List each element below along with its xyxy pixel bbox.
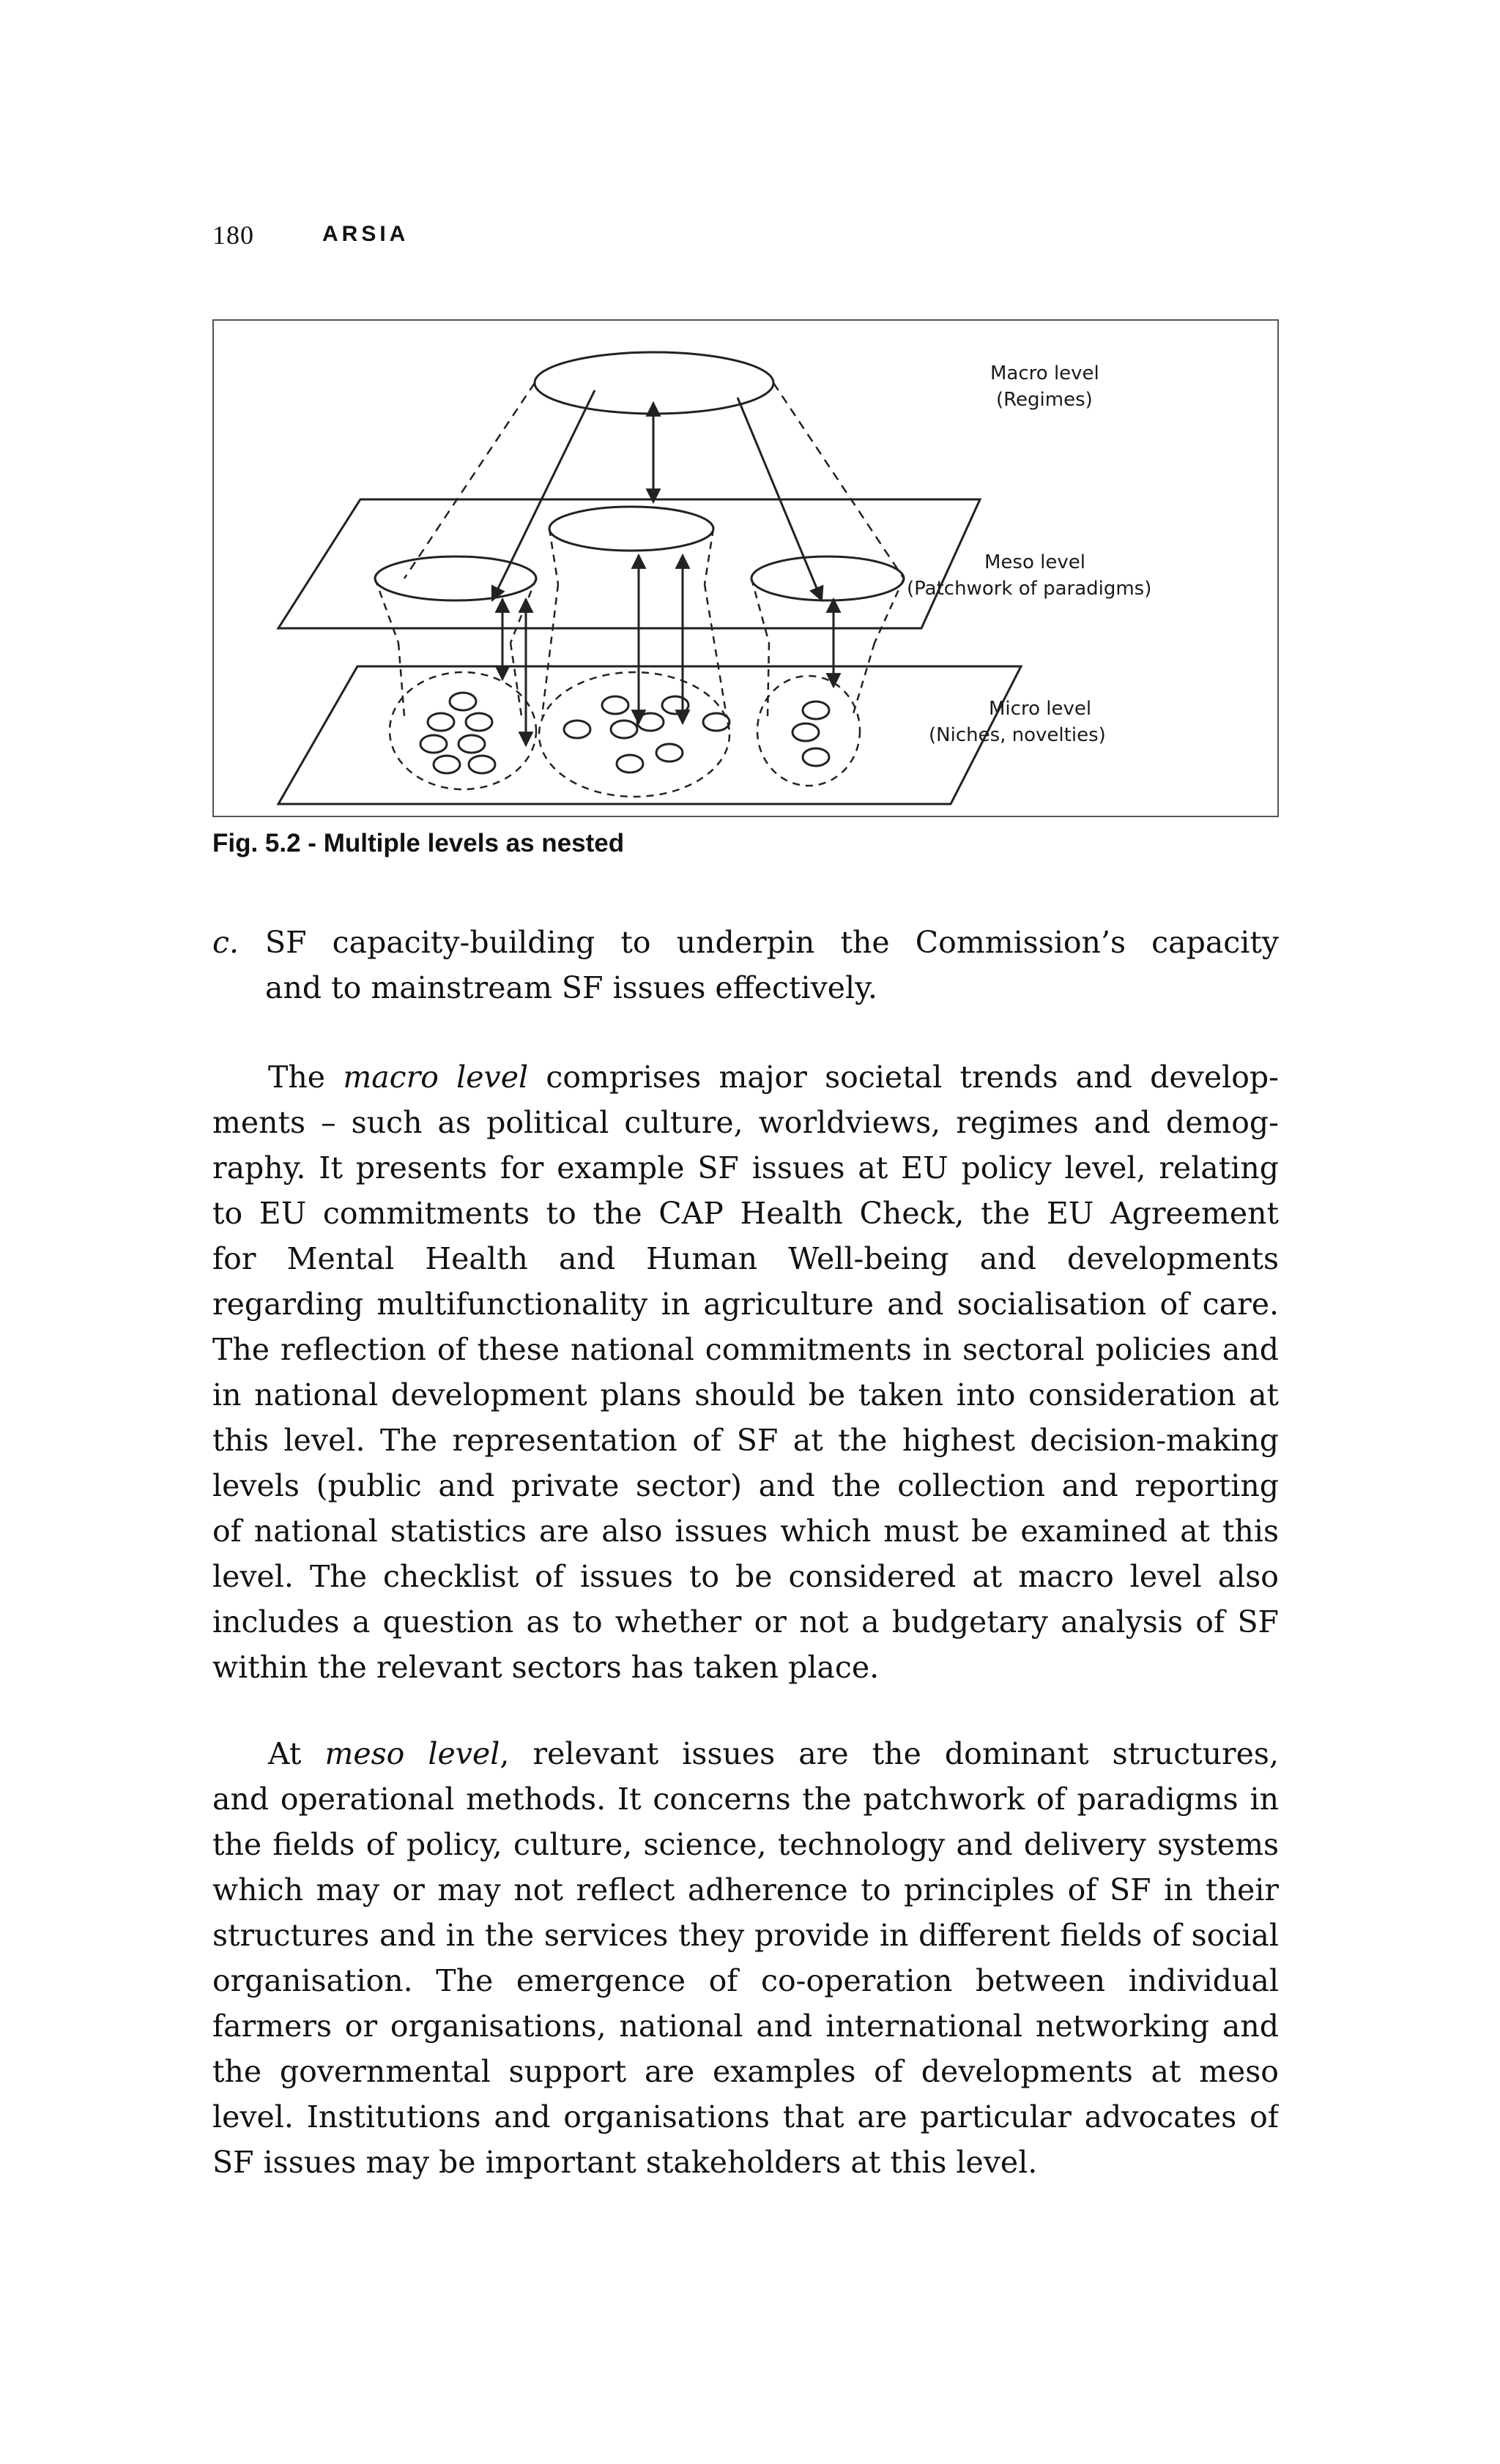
paragraph-line: the fields of policy, culture, science, technology and delivery systems <box>212 1827 1279 1862</box>
paragraph-line: ments – such as political culture, worldviews, regimes and demog- <box>212 1105 1279 1140</box>
paragraph-line: which may or may not reflect adherence to principles of SF in their <box>212 1872 1279 1907</box>
micro-niche-left <box>390 672 536 789</box>
paragraph-line: farmers or organisations, national and international networking and <box>212 2009 1279 2044</box>
paragraph-line: to EU commitments to the CAP Health Check, the EU Agreement <box>212 1196 1279 1231</box>
page-number: 180 <box>212 220 254 250</box>
figure-diagram <box>214 321 1280 819</box>
paragraph-line: and operational methods. It concerns the patchwork of paradigms in <box>212 1782 1279 1817</box>
running-title: ARSIA <box>322 222 409 246</box>
meso-level-label: Meso level <box>984 551 1085 573</box>
micro-level-sublabel: (Niches, novelties) <box>929 724 1106 746</box>
paragraph-line: raphy. It presents for example SF issues at EU policy level, relating <box>212 1150 1279 1186</box>
list-item-c <box>212 920 1279 1010</box>
paragraph-line: level. Institutions and organisations that are particular advocates of <box>212 2099 1279 2134</box>
paragraph-line: level. The checklist of issues to be considered at macro level also <box>212 1559 1279 1594</box>
meso-ellipse-center <box>549 507 713 551</box>
list-item-label: c. <box>212 925 239 960</box>
paragraph-meso-level <box>212 1731 1279 2185</box>
list-item-line: SF capacity-building to underpin the Commission’s capacity <box>265 925 1279 960</box>
figure-multiple-levels <box>212 319 1279 817</box>
paragraph-macro-level <box>212 1054 1279 1690</box>
micro-level-label: Micro level <box>989 698 1092 720</box>
paragraph-line: structures and in the services they provide in different fields of social <box>212 1918 1279 1953</box>
figure-caption: Fig. 5.2 - Multiple levels as nested <box>212 829 625 857</box>
paragraph-line: within the relevant sectors has taken place. <box>212 1650 880 1685</box>
paragraph-line: levels (public and private sector) and the collection and reporting <box>212 1468 1279 1503</box>
paragraph-first-line: At meso level, relevant issues are the dominant structures, <box>268 1736 1279 1771</box>
macro-level-sublabel: (Regimes) <box>996 389 1093 411</box>
paragraph-line: organisation. The emergence of co-operation between individual <box>212 1963 1279 1998</box>
paragraph-line: in national development plans should be taken into consideration at <box>212 1377 1279 1412</box>
paragraph-line: regarding multifunctionality in agriculture and socialisation of care. <box>212 1287 1279 1322</box>
emphasis-macro-level: macro level <box>343 1060 529 1095</box>
emphasis-meso-level: meso level <box>324 1736 500 1771</box>
paragraph-line: this level. The representation of SF at the highest decision-making <box>212 1423 1279 1458</box>
paragraph-line: includes a question as to whether or not a budgetary analysis of SF <box>212 1604 1279 1639</box>
list-item-line: and to mainstream SF issues effectively. <box>265 970 877 1005</box>
macro-level-label: Macro level <box>990 362 1099 384</box>
paragraph-line: the governmental support are examples of developments at meso <box>212 2054 1279 2089</box>
paragraph-first-line: The macro level comprises major societal trends and develop- <box>268 1060 1279 1095</box>
page-header <box>212 220 409 250</box>
meso-plane <box>278 499 980 628</box>
micro-niche-right <box>757 676 860 786</box>
paragraph-line: for Mental Health and Human Well-being and developments <box>212 1241 1279 1276</box>
paragraph-line: of national statistics are also issues which must be examined at this <box>212 1514 1279 1549</box>
meso-ellipse-right <box>751 557 904 600</box>
meso-ellipse-left <box>375 557 536 600</box>
paragraph-line: SF issues may be important stakeholders at this level. <box>212 2145 1038 2180</box>
paragraph-line: The reflection of these national commitments in sectoral policies and <box>212 1332 1279 1367</box>
meso-level-sublabel: (Patchwork of paradigms) <box>907 578 1152 600</box>
